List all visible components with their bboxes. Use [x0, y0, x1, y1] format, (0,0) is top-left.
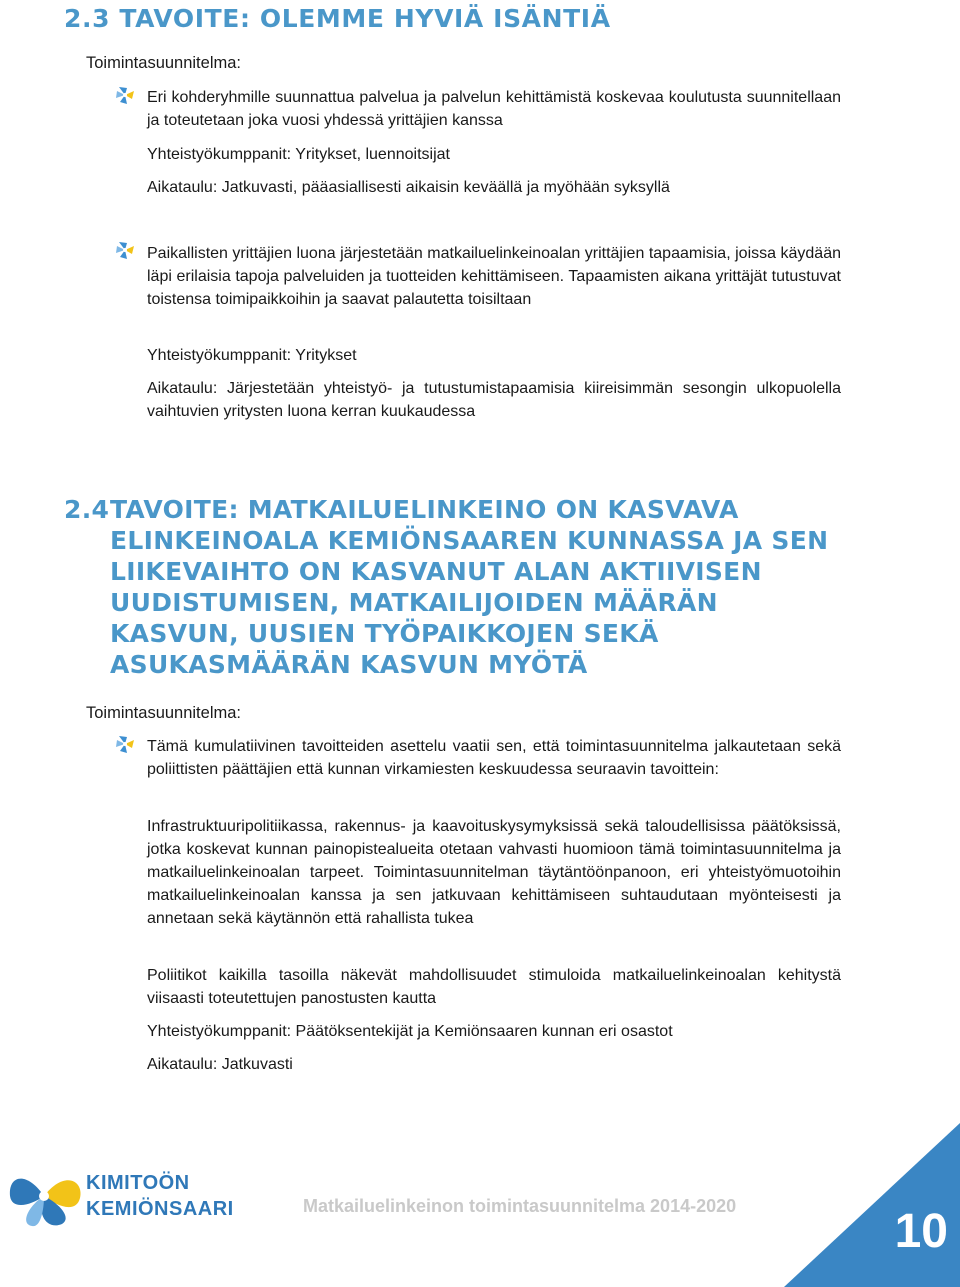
bullet-cumulative-text: Tämä kumulatiivinen tavoitteiden asettelu vaatii sen, että toimintasuunnitelma jalkautetaan sekä poliittisten päättäjien että kunnan virkamiesten keskuudessa seuraavin tavoittein: [147, 738, 841, 778]
bullet-training-schedule: Aikataulu: Jatkuvasti, pääasiallisesti aikaisin keväällä ja myöhään syksyllä [147, 179, 670, 196]
bullet-meetings-partners: Yhteistyökumppanit: Yritykset [147, 347, 357, 364]
bullet-training-partners: Yhteistyökumppanit: Yritykset, luennoitsijat [147, 146, 450, 163]
bullet-meetings-schedule: Aikataulu: Järjestetään yhteistyö- ja tutustumistapaamisia kiireisimmän sesongin ulkopuolella vaihtuvien yritysten luona kerran kuukaudessa [147, 380, 841, 420]
section-number: 2.4 [64, 495, 110, 524]
heading-line: ELINKEINOALA KEMIÖNSAAREN KUNNASSA JA SEN [110, 526, 829, 555]
logo-text-kimitoon: KIMITOÖN [86, 1172, 190, 1194]
bullet-infrastructure-text: Infrastruktuuripolitiikassa, rakennus- ja kaavoituskysymyksissä sekä taloudellisissa päätöksissä, jotka koskevat kunnan painopistealueita otetaan vahvasti huomioon tämä toimintasuunnitelma ja matkailuelinkeinoalan tarpeet. Toimintasuunnitelman täytäntöönpanoon, eri yhteistyömuotoihin matkailuelinkeinoalan kanssa ja sen jatkuvaan kehittämiseen suhtaudutaan myönteisesti ja annetaan sekä käytännön että rahallista tukea [147, 818, 841, 927]
heading-line: 2.4TAVOITE: MATKAILUELINKEINO ON KASVAVA [64, 495, 739, 524]
heading-line: ASUKASMÄÄRÄN KASVUN MYÖTÄ [110, 650, 588, 679]
bullet-cumulative-schedule: Aikataulu: Jatkuvasti [147, 1056, 293, 1073]
page-number: 10 [894, 1205, 948, 1258]
bullet-training-text: Eri kohderyhmille suunnattua palvelua ja palvelun kehittämistä koskevaa koulutusta suunnitellaan ja toteutetaan joka vuosi yhdessä yrittäjien kanssa [147, 89, 841, 129]
logo-text-kemionsaari: KEMIÖNSAARI [86, 1198, 234, 1220]
action-plan-label: Toimintasuunnitelma: [86, 704, 241, 722]
pinwheel-bullet-icon [114, 85, 136, 105]
heading-line: LIIKEVAIHTO ON KASVANUT ALAN AKTIIVISEN [110, 557, 762, 586]
pinwheel-bullet-icon [114, 240, 136, 260]
heading-line: UUDISTUMISEN, MATKAILIJOIDEN MÄÄRÄN [110, 588, 718, 617]
bullet-cumulative-partners: Yhteistyökumppanit: Päätöksentekijät ja Kemiönsaaren kunnan eri osastot [147, 1023, 673, 1040]
action-plan-label: Toimintasuunnitelma: [86, 54, 241, 72]
section-2-4-heading [64, 494, 884, 680]
heading-line: KASVUN, UUSIEN TYÖPAIKKOJEN SEKÄ [110, 619, 659, 648]
bullet-politicians-text: Poliitikot kaikilla tasoilla näkevät mahdollisuudet stimuloida matkailuelinkeinoalan kehitystä viisaasti toteutettujen panostusten kautta [147, 967, 841, 1007]
pinwheel-bullet-icon [114, 734, 136, 754]
footer-document-title: Matkailuelinkeinon toimintasuunnitelma 2014-2020 [303, 1196, 737, 1216]
kemionsaari-logo-icon [6, 1162, 86, 1232]
bullet-meetings-text: Paikallisten yrittäjien luona järjestetään matkailuelinkeinoalan yrittäjien tapaamisia, joissa käydään läpi erilaisia tapoja palveluiden ja tuotteiden kehittämiseen. Tapaamisten aikana yrittäjät tutustuvat toistensa toimipaikkoihin ja saavat palautetta toisiltaan [147, 245, 841, 308]
section-2-3-heading: 2.3 TAVOITE: OLEMME HYVIÄ ISÄNTIÄ [64, 4, 611, 33]
